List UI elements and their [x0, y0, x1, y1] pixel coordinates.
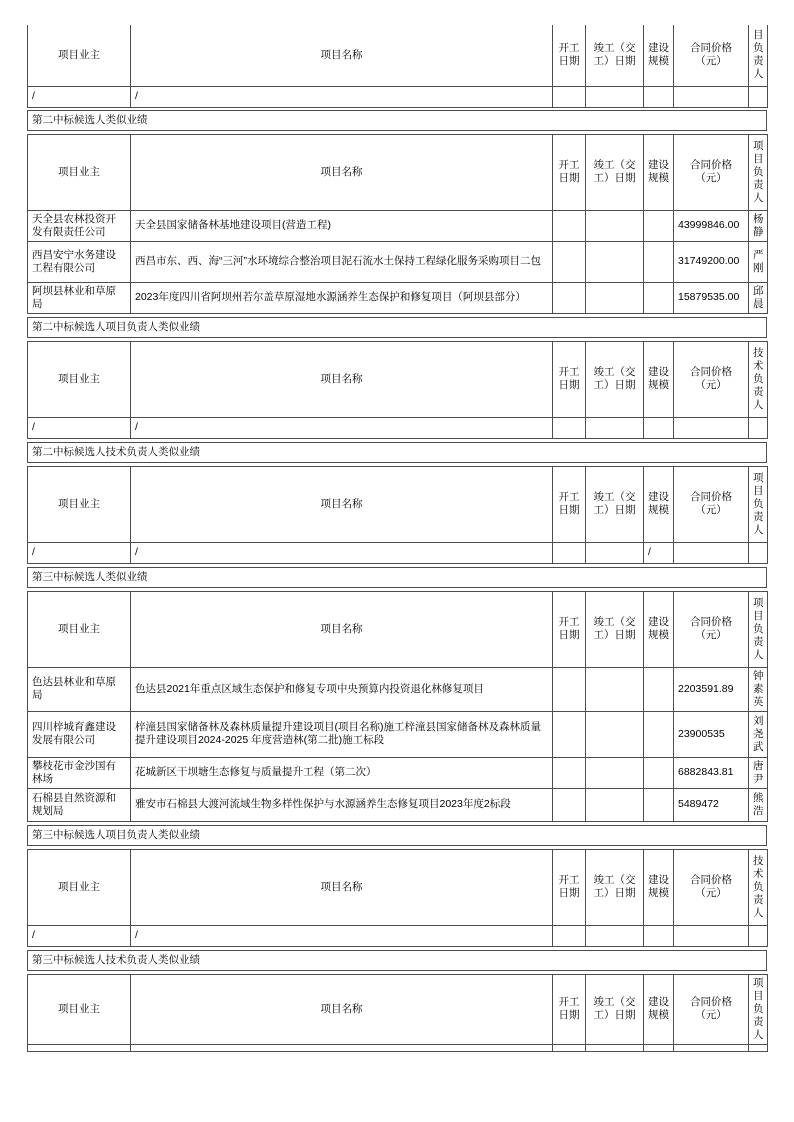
start-date-cell: [553, 667, 586, 711]
third-candidate-tech-performance-table: [27, 974, 768, 1052]
completion-date-header: 竣工（交工）日期: [586, 974, 644, 1044]
leader-cell: [749, 925, 768, 946]
scale-header: 建设规模: [644, 591, 674, 667]
owner-cell: 西昌安宁水务建设工程有限公司: [28, 241, 131, 282]
project-header: 项目名称: [131, 25, 553, 86]
completion-date-cell: [586, 241, 644, 282]
start-date-header: 开工日期: [553, 591, 586, 667]
scale-cell: [644, 711, 674, 757]
start-date-cell: [553, 241, 586, 282]
leader-header: 项目负责人: [749, 134, 768, 210]
owner-cell: /: [28, 86, 131, 107]
owner-header: 项目业主: [28, 466, 131, 542]
section-caption: 第三中标候选人技术负责人类似业绩: [27, 950, 767, 971]
scale-cell: [644, 241, 674, 282]
owner-cell: /: [28, 417, 131, 438]
leader-cell: [749, 417, 768, 438]
leader-cell: 唐尹: [749, 757, 768, 788]
price-cell: [674, 86, 749, 107]
scale-cell: [644, 210, 674, 241]
completion-date-header: 竣工（交工）日期: [586, 134, 644, 210]
start-date-header: 开工日期: [553, 134, 586, 210]
start-date-cell: [553, 417, 586, 438]
project-cell: 花城新区干坝塘生态修复与质量提升工程（第二次）: [131, 757, 553, 788]
leader-cell: 熊浩: [749, 788, 768, 821]
price-cell: 15879535.00: [674, 282, 749, 313]
section-caption: 第二中标候选人项目负责人类似业绩: [27, 317, 767, 338]
leader-cell: [749, 1044, 768, 1051]
project-header: 项目名称: [131, 974, 553, 1044]
completion-date-cell: [586, 925, 644, 946]
project-cell: 天全县国家储备林基地建设项目(营造工程): [131, 210, 553, 241]
start-date-header: 开工日期: [553, 341, 586, 417]
owner-header: 项目业主: [28, 134, 131, 210]
start-date-header: 开工日期: [553, 25, 586, 86]
owner-header: 项目业主: [28, 25, 131, 86]
price-header: 合同价格（元）: [674, 25, 749, 86]
project-header: 项目名称: [131, 134, 553, 210]
leader-header: 技术负责人: [749, 341, 768, 417]
second-candidate-tech-performance-table: [27, 466, 768, 564]
price-header: 合同价格（元）: [674, 591, 749, 667]
third-candidate-performance-table: [27, 591, 768, 822]
price-cell: 43999846.00: [674, 210, 749, 241]
completion-date-header: 竣工（交工）日期: [586, 849, 644, 925]
price-cell: 31749200.00: [674, 241, 749, 282]
owner-cell: 色达县林业和草原局: [28, 667, 131, 711]
second-candidate-pm-performance-table: [27, 341, 768, 439]
second-candidate-performance-table: [27, 134, 768, 314]
completion-date-header: 竣工（交工）日期: [586, 591, 644, 667]
completion-date-cell: [586, 417, 644, 438]
scale-cell: /: [644, 542, 674, 563]
table-header-row: [28, 974, 768, 1044]
section-caption: 第二中标候选人类似业绩: [27, 110, 767, 131]
scale-cell: [644, 86, 674, 107]
table-header-row: [28, 849, 768, 925]
table-row: [28, 542, 768, 563]
table-row: [28, 757, 768, 788]
leader-cell: 杨静: [749, 210, 768, 241]
start-date-cell: [553, 1044, 586, 1051]
table-header-row: [28, 341, 768, 417]
table-header-row: [28, 134, 768, 210]
scale-header: 建设规模: [644, 974, 674, 1044]
table-row: [28, 241, 768, 282]
table-row: [28, 210, 768, 241]
completion-date-cell: [586, 86, 644, 107]
scale-header: 建设规模: [644, 134, 674, 210]
start-date-header: 开工日期: [553, 974, 586, 1044]
completion-date-cell: [586, 542, 644, 563]
start-date-cell: [553, 210, 586, 241]
section-caption: 第三中标候选人项目负责人类似业绩: [27, 825, 767, 846]
project-cell: 梓潼县国家储备林及森林质量提升建设项目(项目名称)施工梓潼县国家储备林及森林质量提升建设项目2024-2025 年度营造林(第二批)施工标段: [131, 711, 553, 757]
project-cell: /: [131, 417, 553, 438]
owner-cell: /: [28, 925, 131, 946]
price-cell: 5489472: [674, 788, 749, 821]
price-cell: 2203591.89: [674, 667, 749, 711]
price-cell: [674, 1044, 749, 1051]
owner-header: 项目业主: [28, 341, 131, 417]
project-header: 项目名称: [131, 591, 553, 667]
leader-cell: 刘尧武: [749, 711, 768, 757]
table-header-row: [28, 466, 768, 542]
project-header: 项目名称: [131, 341, 553, 417]
completion-date-cell: [586, 1044, 644, 1051]
leader-header: 目负责人: [749, 25, 768, 86]
price-cell: 6882843.81: [674, 757, 749, 788]
price-cell: [674, 925, 749, 946]
project-cell: 雅安市石棉县大渡河流域生物多样性保护与水源涵养生态修复项目2023年度2标段: [131, 788, 553, 821]
owner-header: 项目业主: [28, 849, 131, 925]
scale-cell: [644, 282, 674, 313]
completion-date-cell: [586, 757, 644, 788]
start-date-cell: [553, 757, 586, 788]
start-date-cell: [553, 86, 586, 107]
section-caption: 第三中标候选人类似业绩: [27, 567, 767, 588]
scale-header: 建设规模: [644, 25, 674, 86]
leader-header: 技术负责人: [749, 849, 768, 925]
project-cell: /: [131, 542, 553, 563]
start-date-header: 开工日期: [553, 466, 586, 542]
price-header: 合同价格（元）: [674, 849, 749, 925]
project-cell: 2023年度四川省阿坝州若尔盖草原湿地水源涵养生态保护和修复项目（阿坝县部分）: [131, 282, 553, 313]
start-date-cell: [553, 925, 586, 946]
scale-cell: [644, 925, 674, 946]
leader-header: 项目负责人: [749, 974, 768, 1044]
leader-cell: 严刚: [749, 241, 768, 282]
scale-header: 建设规模: [644, 849, 674, 925]
continued-performance-table: [27, 25, 768, 108]
price-header: 合同价格（元）: [674, 974, 749, 1044]
start-date-cell: [553, 542, 586, 563]
completion-date-cell: [586, 210, 644, 241]
leader-cell: 钟素英: [749, 667, 768, 711]
price-cell: [674, 542, 749, 563]
table-header-row: [28, 591, 768, 667]
scale-cell: [644, 788, 674, 821]
section-caption: 第二中标候选人技术负责人类似业绩: [27, 442, 767, 463]
start-date-header: 开工日期: [553, 849, 586, 925]
price-cell: 23900535: [674, 711, 749, 757]
table-row-cutoff: [28, 1044, 768, 1051]
start-date-cell: [553, 788, 586, 821]
completion-date-header: 竣工（交工）日期: [586, 341, 644, 417]
completion-date-cell: [586, 711, 644, 757]
table-row: [28, 86, 768, 107]
price-header: 合同价格（元）: [674, 466, 749, 542]
project-cell: [131, 1044, 553, 1051]
page-content: [27, 25, 767, 1052]
table-row: [28, 417, 768, 438]
leader-header: 项目负责人: [749, 466, 768, 542]
scale-header: 建设规模: [644, 341, 674, 417]
start-date-cell: [553, 282, 586, 313]
price-cell: [674, 417, 749, 438]
project-cell: /: [131, 925, 553, 946]
project-cell: 色达县2021年重点区域生态保护和修复专项中央预算内投资退化林修复项目: [131, 667, 553, 711]
owner-cell: 阿坝县林业和草原局: [28, 282, 131, 313]
start-date-cell: [553, 711, 586, 757]
table-row: [28, 788, 768, 821]
owner-header: 项目业主: [28, 974, 131, 1044]
table-header-row: [28, 25, 768, 86]
completion-date-cell: [586, 788, 644, 821]
completion-date-cell: [586, 282, 644, 313]
owner-cell: 四川梓城育鑫建设发展有限公司: [28, 711, 131, 757]
project-cell: /: [131, 86, 553, 107]
leader-cell: [749, 86, 768, 107]
completion-date-header: 竣工（交工）日期: [586, 25, 644, 86]
project-cell: 西昌市东、西、海“三河”水环境综合整治项目泥石流水土保持工程绿化服务采购项目二包: [131, 241, 553, 282]
price-header: 合同价格（元）: [674, 134, 749, 210]
owner-cell: [28, 1044, 131, 1051]
table-row: [28, 667, 768, 711]
completion-date-header: 竣工（交工）日期: [586, 466, 644, 542]
leader-header: 项目负责人: [749, 591, 768, 667]
completion-date-cell: [586, 667, 644, 711]
table-row: [28, 711, 768, 757]
project-header: 项目名称: [131, 466, 553, 542]
scale-header: 建设规模: [644, 466, 674, 542]
table-row: [28, 282, 768, 313]
price-header: 合同价格（元）: [674, 341, 749, 417]
leader-cell: [749, 542, 768, 563]
owner-header: 项目业主: [28, 591, 131, 667]
scale-cell: [644, 1044, 674, 1051]
owner-cell: 天全县农林投资开发有限责任公司: [28, 210, 131, 241]
owner-cell: 石棉县自然资源和规划局: [28, 788, 131, 821]
owner-cell: /: [28, 542, 131, 563]
scale-cell: [644, 667, 674, 711]
third-candidate-pm-performance-table: [27, 849, 768, 947]
table-row: [28, 925, 768, 946]
scale-cell: [644, 417, 674, 438]
owner-cell: 攀枝花市金沙国有林场: [28, 757, 131, 788]
leader-cell: 邱晨: [749, 282, 768, 313]
scale-cell: [644, 757, 674, 788]
project-header: 项目名称: [131, 849, 553, 925]
